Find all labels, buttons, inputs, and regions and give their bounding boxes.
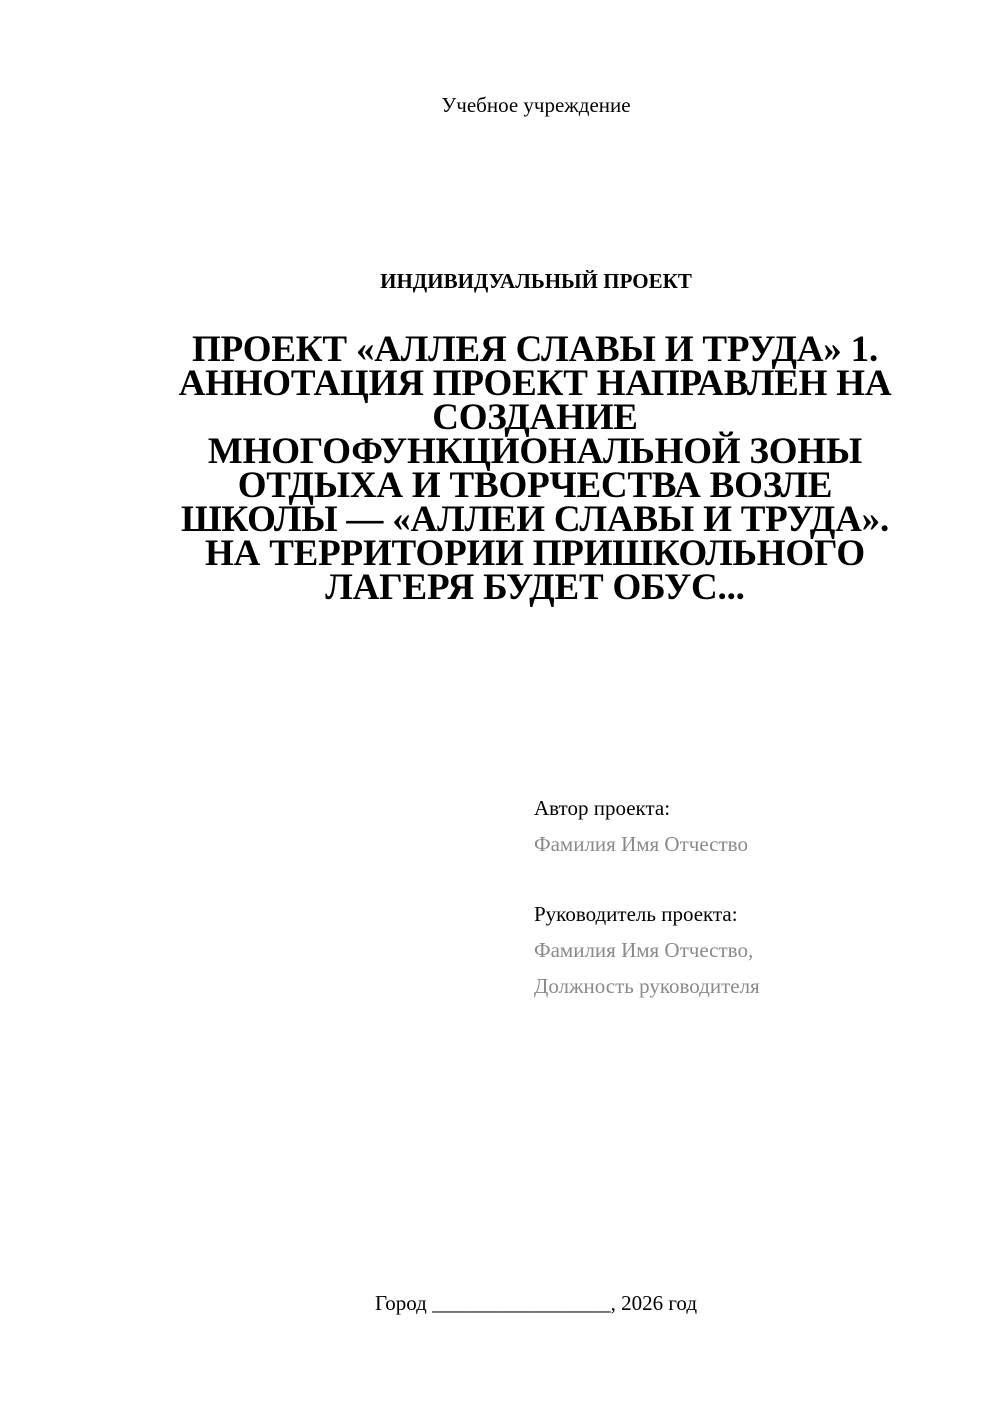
institution-name: Учебное учреждение <box>441 93 631 117</box>
project-title-line: ПРОЕКТ «АЛЛЕЯ СЛАВЫ И ТРУДА» 1. <box>191 329 878 370</box>
supervisor-label: Руководитель проекта: <box>534 902 738 926</box>
author-block <box>534 790 974 1004</box>
block-spacer <box>534 862 974 896</box>
project-title-line: СОЗДАНИЕ <box>432 397 638 438</box>
project-title <box>155 329 915 608</box>
project-title-line: МНОГОФУНКЦИОНАЛЬНОЙ ЗОНЫ <box>207 431 863 472</box>
project-title-line: ЛАГЕРЯ БУДЕТ ОБУС... <box>325 567 745 608</box>
supervisor-name: Фамилия Имя Отчество, <box>534 938 754 962</box>
project-title-line: ШКОЛЫ — «АЛЛЕИ СЛАВЫ И ТРУДА». <box>180 499 890 540</box>
author-name: Фамилия Имя Отчество <box>534 832 748 856</box>
project-title-line: АННОТАЦИЯ ПРОЕКТ НАПРАВЛЕН НА <box>178 363 892 404</box>
city-year-footer: Город _________________, 2026 год <box>374 1291 698 1315</box>
project-type-heading: ИНДИВИДУАЛЬНЫЙ ПРОЕКТ <box>380 269 692 293</box>
supervisor-position: Должность руководителя <box>534 974 760 998</box>
author-label: Автор проекта: <box>534 796 671 820</box>
project-title-line: НА ТЕРРИТОРИИ ПРИШКОЛЬНОГО <box>205 533 865 574</box>
project-title-line: ОТДЫХА И ТВОРЧЕСТВА ВОЗЛЕ <box>237 465 833 506</box>
